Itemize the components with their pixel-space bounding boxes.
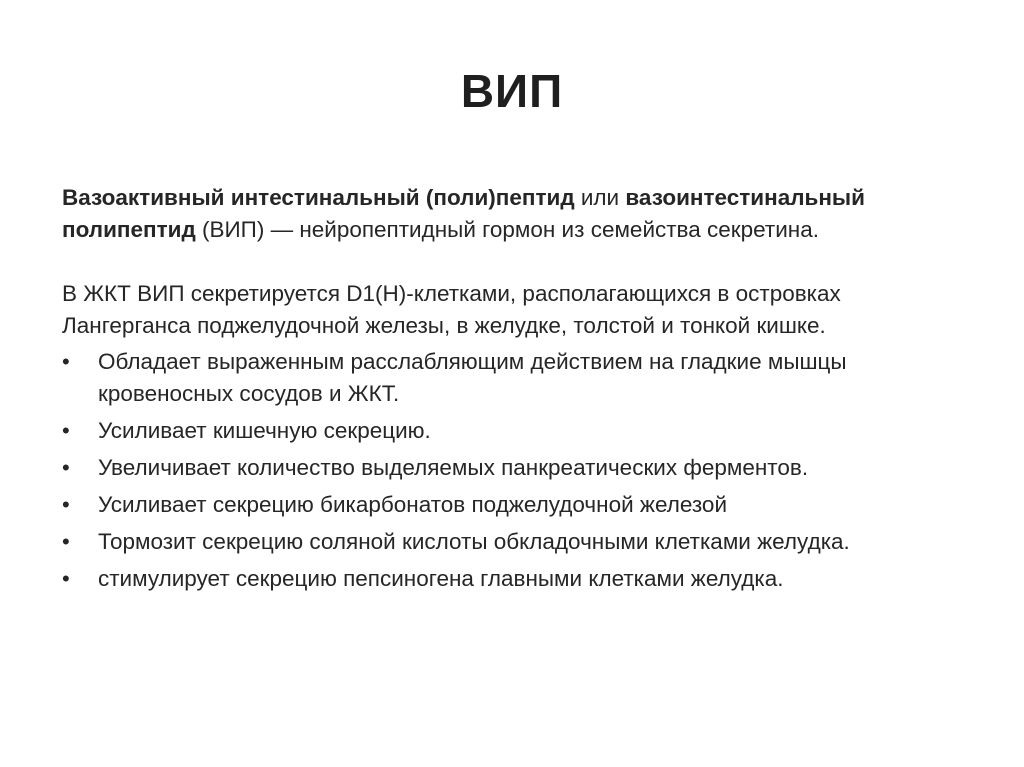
list-item <box>62 415 972 447</box>
list-item-text: стимулирует секрецию пепсиногена главными клетками желудка. <box>98 566 784 591</box>
effects-list <box>62 346 972 595</box>
list-item <box>62 346 972 410</box>
intro-rest: (ВИП) — нейропептидный гормон из семейства секретина. <box>195 217 819 242</box>
bullet-icon: • <box>62 418 70 443</box>
intro-connector: или <box>574 185 626 210</box>
list-item-text: Увеличивает количество выделяемых панкреатических ферментов. <box>98 455 809 480</box>
term-vasoactive: Вазоактивный интестинальный (поли)пептид <box>62 185 575 210</box>
bullet-icon: • <box>62 566 70 591</box>
intro-paragraph <box>62 182 972 246</box>
term-vasointestinal: вазоинтестинальный полипептид <box>62 185 865 242</box>
list-item <box>62 526 972 558</box>
list-item-text: Тормозит секрецию соляной кислоты обкладочными клетками желудка. <box>98 529 850 554</box>
list-item-text: Обладает выраженным расслабляющим действием на гладкие мышцы кровеносных сосудов и ЖКТ. <box>98 349 847 406</box>
slide-title: ВИП <box>460 65 564 117</box>
slide-content <box>62 182 972 600</box>
list-item-text: Усиливает секрецию бикарбонатов поджелудочной железой <box>98 492 728 517</box>
bullet-icon: • <box>62 349 70 374</box>
list-item <box>62 563 972 595</box>
secretion-paragraph: В ЖКТ ВИП секретируется D1(H)-клетками, располагающихся в островках Лангерганса поджелудочной железы, в желудке, толстой и тонкой кишке. <box>62 281 841 338</box>
list-item-text: Усиливает кишечную секрецию. <box>98 418 431 443</box>
bullet-icon: • <box>62 492 70 517</box>
bullet-icon: • <box>62 529 70 554</box>
bullet-icon: • <box>62 455 70 480</box>
list-item <box>62 452 972 484</box>
list-item <box>62 489 972 521</box>
